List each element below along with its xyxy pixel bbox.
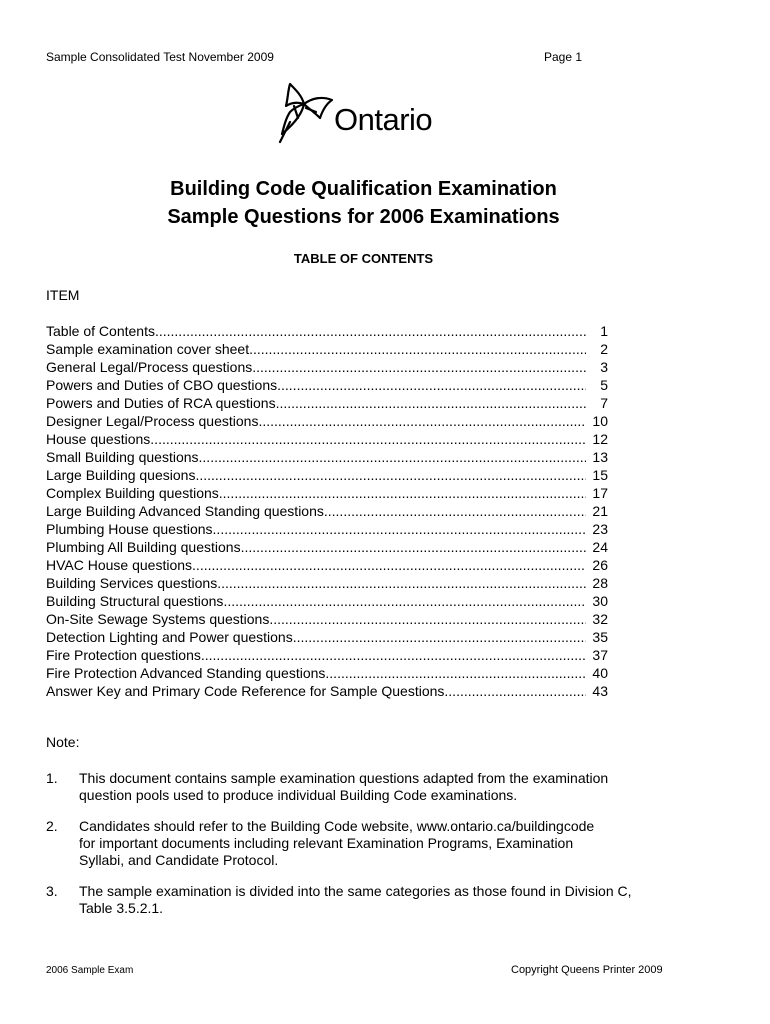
toc-leader — [201, 646, 586, 664]
note-line: Candidates should refer to the Building Code website, www.ontario.ca/buildingcode — [79, 818, 595, 834]
toc-leader — [293, 628, 586, 646]
toc-label: Designer Legal/Process questions — [46, 413, 259, 429]
toc-entry — [46, 628, 608, 646]
toc-label: Building Structural questions — [46, 593, 224, 609]
toc-page: 3 — [600, 359, 608, 375]
toc-label: Plumbing All Building questions — [46, 539, 241, 555]
toc-leader — [252, 358, 586, 376]
toc-label: Table of Contents — [46, 323, 155, 339]
toc-entry — [46, 322, 608, 340]
toc-leader — [277, 376, 586, 394]
toc-entry — [46, 358, 608, 376]
note-line: This document contains sample examination questions adapted from the examination — [79, 770, 609, 786]
note-number: 1. — [46, 770, 58, 786]
toc-page: 12 — [592, 431, 608, 447]
toc-label: Large Building Advanced Standing questions — [46, 503, 324, 519]
toc-page: 7 — [600, 395, 608, 411]
toc-label: Plumbing House questions — [46, 521, 213, 537]
toc-label: Small Building questions — [46, 449, 199, 465]
toc-entry — [46, 682, 608, 700]
header-title: Sample Consolidated Test November 2009 — [46, 50, 274, 64]
toc-page: 28 — [592, 575, 608, 591]
toc-entry — [46, 448, 608, 466]
note-line: Table 3.5.2.1. — [79, 900, 164, 916]
toc-label: Powers and Duties of CBO questions — [46, 377, 278, 393]
toc-entry — [46, 574, 608, 592]
document-title-line1: Building Code Qualification Examination — [170, 178, 557, 200]
toc-entry — [46, 412, 608, 430]
note-line: The sample examination is divided into the same categories as those found in Division C, — [79, 883, 632, 899]
toc-label: Large Building quesions — [46, 467, 196, 483]
toc-page: 13 — [592, 449, 608, 465]
note-line: for important documents including relevant Examination Programs, Examination — [79, 835, 574, 851]
toc-leader — [150, 430, 586, 448]
toc-page: 2 — [600, 341, 608, 357]
toc-entry — [46, 520, 608, 538]
toc-leader — [219, 484, 586, 502]
trillium-icon — [276, 82, 336, 144]
toc-leader — [223, 592, 586, 610]
toc-entry — [46, 340, 608, 358]
toc-heading: TABLE OF CONTENTS — [293, 251, 434, 266]
note-text — [79, 883, 699, 917]
toc-page: 37 — [592, 647, 608, 663]
toc-label: HVAC House questions — [46, 557, 193, 573]
toc-leader — [192, 556, 586, 574]
toc-leader — [325, 664, 586, 682]
toc-leader — [249, 340, 586, 358]
toc-label: Building Services questions — [46, 575, 218, 591]
toc-entry — [46, 394, 608, 412]
note-line: question pools used to produce individual Building Code examinations. — [79, 787, 518, 803]
toc-entry — [46, 610, 608, 628]
note-number: 2. — [46, 818, 58, 834]
toc-leader — [241, 538, 586, 556]
toc-entry — [46, 376, 608, 394]
ontario-logo — [276, 82, 456, 146]
toc-leader — [444, 682, 586, 700]
toc-page: 32 — [592, 611, 608, 627]
toc-label: Sample examination cover sheet — [46, 341, 250, 357]
toc-page: 21 — [592, 503, 608, 519]
toc-page: 24 — [592, 539, 608, 555]
toc-page: 10 — [592, 413, 608, 429]
note-text — [79, 818, 699, 869]
note-text — [79, 770, 699, 804]
toc-entry — [46, 484, 608, 502]
toc-leader — [195, 466, 586, 484]
note-heading: Note: — [46, 734, 80, 750]
toc-page: 5 — [600, 377, 608, 393]
toc-label: Complex Building questions — [46, 485, 219, 501]
toc-page: 1 — [600, 323, 608, 339]
toc-leader — [217, 574, 586, 592]
toc-leader — [199, 448, 586, 466]
note-line: Syllabi, and Candidate Protocol. — [79, 852, 279, 868]
toc-label: On-Site Sewage Systems questions — [46, 611, 270, 627]
footer-left: 2006 Sample Exam — [46, 965, 134, 976]
toc-label: House questions — [46, 431, 151, 447]
toc-entry — [46, 430, 608, 448]
toc-page: 30 — [592, 593, 608, 609]
toc-leader — [155, 322, 586, 340]
table-of-contents — [46, 322, 608, 700]
footer-copyright: Copyright Queens Printer 2009 — [511, 964, 663, 976]
ontario-wordmark: Ontario — [334, 102, 433, 137]
document-title-line2: Sample Questions for 2006 Examinations — [167, 206, 560, 228]
toc-label: Answer Key and Primary Code Reference for Sample Questions — [46, 683, 445, 699]
toc-leader — [213, 520, 586, 538]
toc-leader — [324, 502, 586, 520]
page-number: Page 1 — [544, 50, 583, 64]
toc-entry — [46, 502, 608, 520]
toc-leader — [258, 412, 586, 430]
toc-page: 15 — [592, 467, 608, 483]
note-number: 3. — [46, 883, 58, 899]
toc-label: Fire Protection questions — [46, 647, 201, 663]
toc-label: Powers and Duties of RCA questions — [46, 395, 276, 411]
toc-page: 17 — [592, 485, 608, 501]
toc-entry — [46, 664, 608, 682]
toc-entry — [46, 538, 608, 556]
toc-label: Fire Protection Advanced Standing questions — [46, 665, 326, 681]
toc-entry — [46, 592, 608, 610]
toc-page: 35 — [592, 629, 608, 645]
toc-entry — [46, 646, 608, 664]
toc-leader — [276, 394, 586, 412]
toc-entry — [46, 466, 608, 484]
toc-leader — [269, 610, 586, 628]
item-heading: ITEM — [46, 287, 80, 303]
toc-page: 23 — [592, 521, 608, 537]
toc-label: General Legal/Process questions — [46, 359, 253, 375]
toc-page: 43 — [592, 683, 608, 699]
toc-entry — [46, 556, 608, 574]
toc-page: 26 — [592, 557, 608, 573]
toc-label: Detection Lighting and Power questions — [46, 629, 293, 645]
toc-page: 40 — [592, 665, 608, 681]
